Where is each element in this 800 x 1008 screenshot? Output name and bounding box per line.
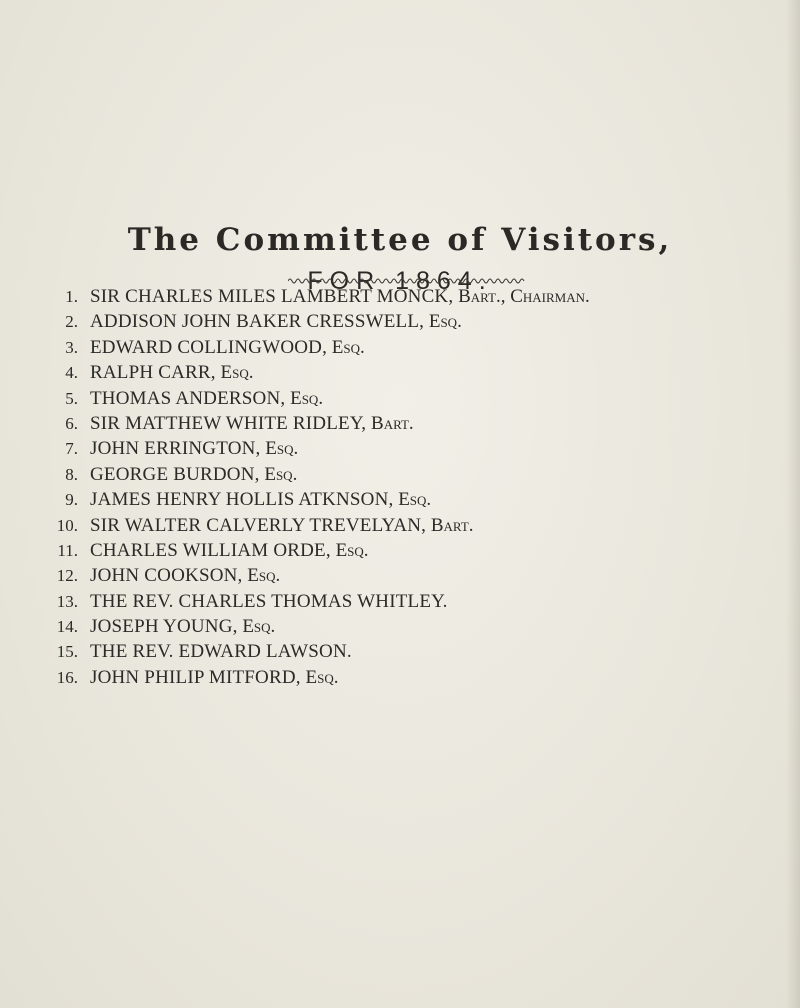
member-title-suffix: Esq.	[264, 463, 298, 485]
member-number: 13.	[56, 591, 78, 611]
member-title-suffix: Esq.	[398, 489, 432, 511]
committee-members-list	[36, 284, 776, 690]
member-title-suffix: Esq.	[428, 311, 462, 333]
member-item	[36, 513, 776, 538]
member-name: THE REV. CHARLES THOMAS WHITLEY.	[90, 590, 448, 612]
member-number: 5.	[65, 388, 78, 408]
member-item	[36, 411, 776, 436]
member-item	[36, 436, 776, 461]
member-title-suffix: Esq.	[220, 362, 254, 384]
member-number: 6.	[65, 413, 78, 433]
member-name: THE REV. EDWARD LAWSON.	[90, 641, 352, 663]
member-number: 15.	[56, 642, 78, 662]
member-name: GEORGE BURDON,	[90, 463, 260, 485]
member-item	[36, 589, 776, 614]
member-title-suffix: Esq.	[290, 387, 324, 409]
member-number: 16.	[56, 667, 78, 687]
member-item	[36, 563, 776, 588]
member-item	[36, 462, 776, 487]
member-title-suffix: Bart.	[430, 514, 474, 536]
member-title-suffix: Esq.	[331, 336, 365, 358]
member-item	[36, 538, 776, 563]
member-number: 9.	[65, 490, 78, 510]
member-number: 3.	[65, 337, 78, 357]
member-item	[36, 309, 776, 334]
member-name: SIR CHARLES MILES LAMBERT MONCK,	[90, 286, 454, 307]
member-item	[36, 360, 776, 385]
member-number: 10.	[56, 515, 78, 535]
member-title-suffix: Bart., Chairman.	[458, 286, 590, 307]
member-title-suffix: Esq.	[265, 438, 299, 460]
member-item	[36, 284, 776, 309]
member-number: 7.	[65, 439, 78, 459]
member-name: ADDISON JOHN BAKER CRESSWELL,	[90, 311, 425, 333]
member-title-suffix: Bart.	[371, 412, 414, 434]
member-name: EDWARD COLLINGWOOD,	[90, 336, 328, 358]
member-name: JOHN PHILIP MITFORD,	[90, 666, 301, 688]
member-number: 11.	[57, 540, 78, 560]
member-title-suffix: Esq.	[242, 616, 276, 638]
member-name: CHARLES WILLIAM ORDE,	[90, 539, 331, 561]
member-name: THOMAS ANDERSON,	[90, 387, 286, 409]
member-item	[36, 386, 776, 411]
member-name: JAMES HENRY HOLLIS ATKNSON,	[90, 489, 394, 511]
page-edge-shadow	[786, 0, 800, 1008]
member-item	[36, 335, 776, 360]
member-name: JOHN ERRINGTON,	[90, 438, 261, 460]
member-item	[36, 639, 776, 664]
member-name: JOSEPH YOUNG,	[90, 616, 238, 638]
member-title-suffix: Esq.	[335, 539, 369, 561]
member-number: 8.	[65, 464, 78, 484]
member-title-suffix: Esq.	[247, 565, 281, 587]
member-name: SIR WALTER CALVERLY TREVELYAN,	[90, 514, 427, 536]
member-number: 1.	[65, 287, 78, 306]
member-name: RALPH CARR,	[90, 362, 216, 384]
page-title: The Committee of Visitors,	[127, 222, 673, 258]
member-item	[36, 614, 776, 639]
member-title-suffix: Esq.	[305, 666, 339, 688]
member-item	[36, 487, 776, 512]
member-item	[36, 665, 776, 690]
member-name: JOHN COOKSON,	[90, 565, 243, 587]
member-number: 4.	[65, 363, 78, 383]
member-name: SIR MATTHEW WHITE RIDLEY,	[90, 412, 367, 434]
member-number: 12.	[56, 566, 78, 586]
page-subtitle: FOR 1864.	[307, 267, 493, 295]
member-number: 2.	[65, 312, 78, 332]
member-number: 14.	[56, 617, 78, 637]
